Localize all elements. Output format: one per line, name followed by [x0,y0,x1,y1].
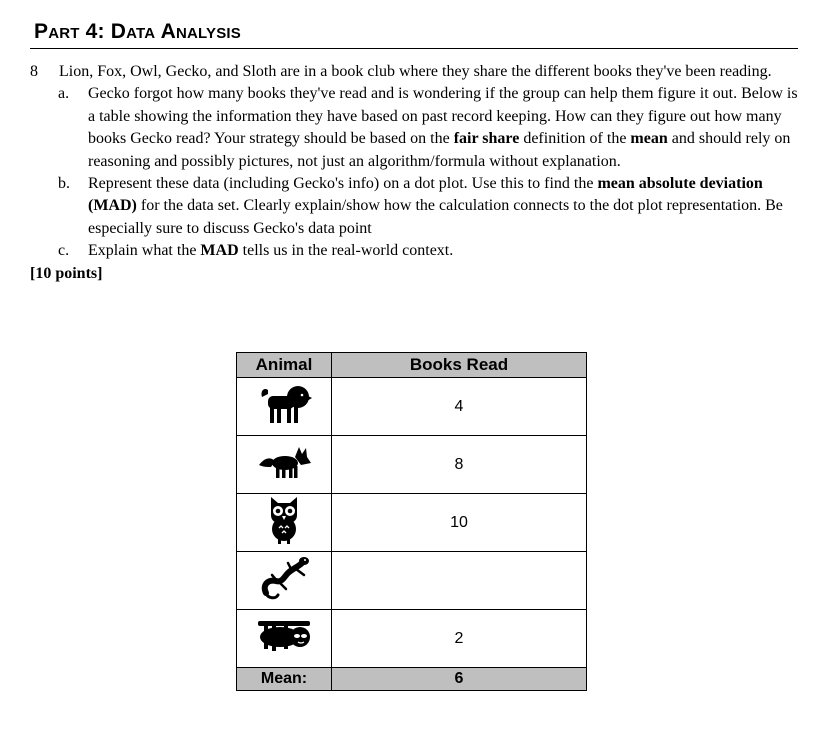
table-row [237,378,587,436]
table-row [237,436,587,494]
table-header-row [237,353,587,378]
books-cell: 8 [332,436,587,494]
question-block [30,61,800,285]
table-row [237,552,587,610]
question-part-b [58,173,800,240]
books-table [236,352,587,691]
animal-cell [237,378,332,436]
mean-label: Mean: [237,668,332,691]
part-b-bold-1: mean absolute deviation (MAD) [88,175,763,215]
table-footer-row [237,668,587,691]
part-letter-a: a. [58,85,70,103]
part-letter-b: b. [58,175,70,193]
question-number: 8 [30,63,38,80]
part-c-bold-1: MAD [200,242,239,260]
books-cell: 2 [332,610,587,668]
table-row [237,494,587,552]
part-a-bold-2: mean [630,130,668,148]
mean-value: 6 [332,668,587,691]
part-b-text-1: Represent these data (including Gecko's info) on a dot plot. Use this to find the [88,175,598,193]
question-intro-text: Lion, Fox, Owl, Gecko, and Sloth are in a book club where they share the different books they've been reading. [59,63,772,80]
question-part-c [58,240,800,262]
books-cell [332,552,587,610]
fox-icon [257,445,311,484]
animal-cell [237,436,332,494]
animal-cell [237,494,332,552]
part-a-text-2: definition of the [519,130,631,148]
question-intro [30,61,800,83]
section-title: Part 4: Data Analysis [34,20,241,43]
part-c-text-2: tells us in the real-world context. [238,242,454,260]
sloth-icon [256,615,312,662]
animal-cell [237,552,332,610]
question-part-a [58,83,800,173]
animal-cell [237,610,332,668]
books-cell: 10 [332,494,587,552]
part-c-text-1: Explain what the [88,242,201,260]
header-books-read: Books Read [332,353,587,378]
part-a-bold-1: fair share [453,130,520,148]
table-row [237,610,587,668]
lion-icon [256,381,312,432]
heading-rule [30,48,798,49]
part-a-text-3: and should rely on reasoning and possibly pictures, not just an algorithm/formula without explanation. [88,130,791,170]
part-a-text-1: Gecko forgot how many books they've read and is wondering if the group can help them figure it out. Below is a table showing the information they have based on past record keeping. How can they figure out how many books Gecko read? Your strategy should be based on the [88,85,798,148]
books-cell: 4 [332,378,587,436]
header-animal: Animal [237,353,332,378]
gecko-icon [258,555,310,606]
points-label: [10 points] [30,264,103,282]
owl-icon [267,495,301,550]
part-letter-c: c. [58,242,70,260]
part-b-text-2: for the data set. Clearly explain/show how the calculation connects to the dot plot representation. Be especially sure to discuss Gecko's data point [88,197,783,237]
